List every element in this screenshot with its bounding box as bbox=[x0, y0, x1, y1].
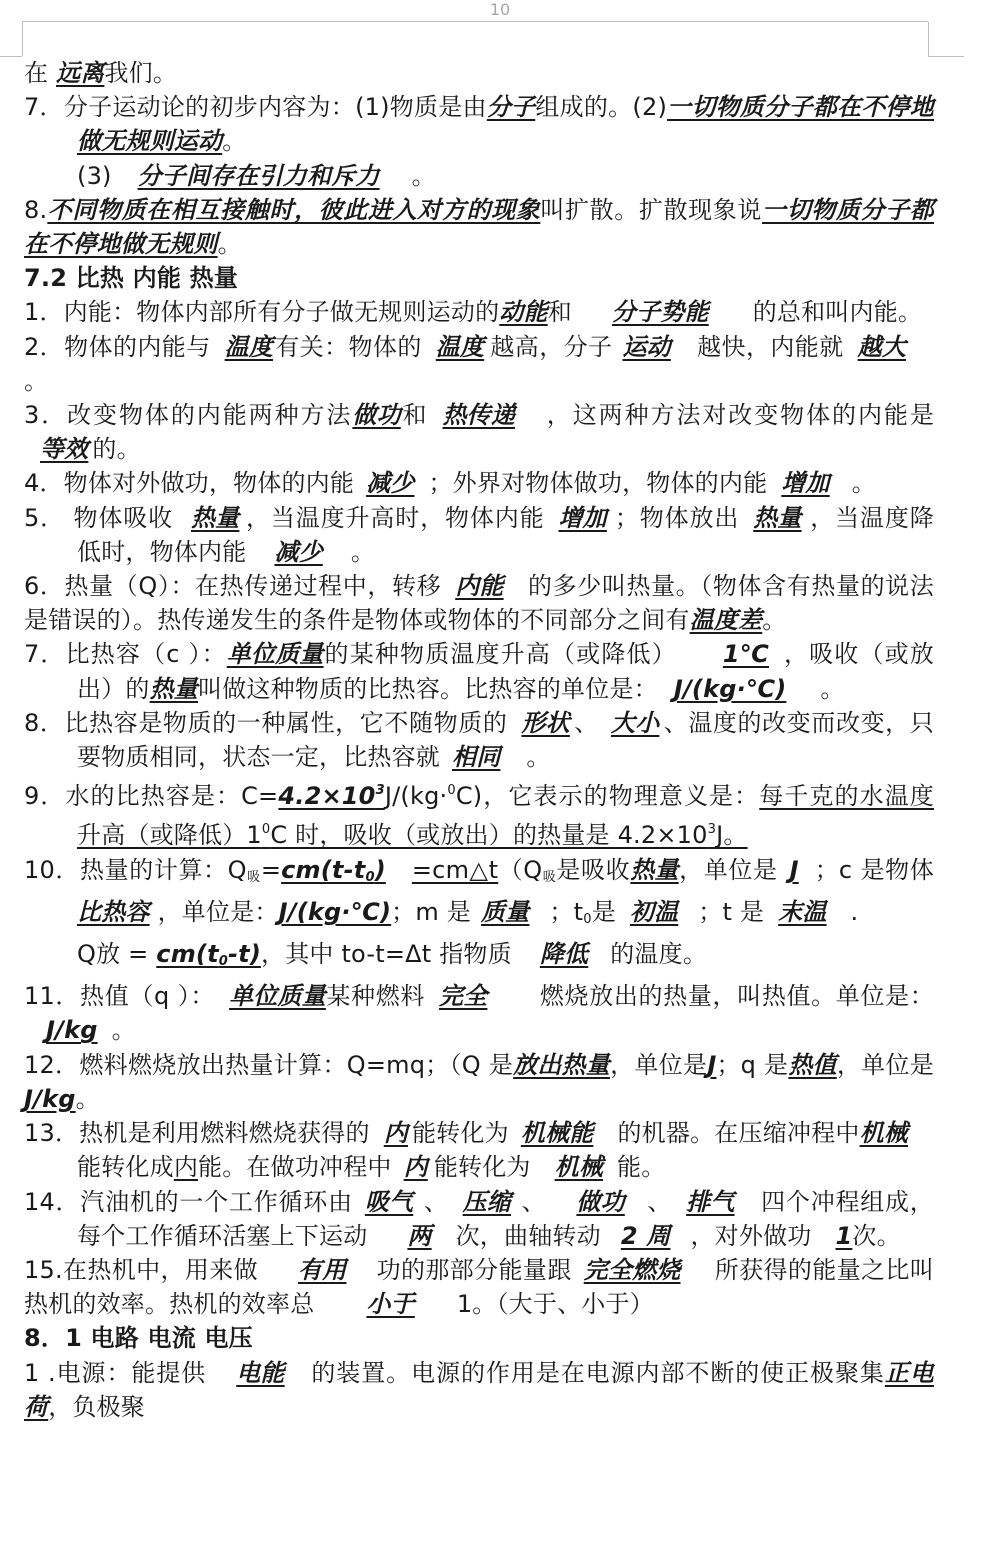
crop-mark-left bbox=[22, 22, 23, 56]
blank: J/kg bbox=[24, 1084, 76, 1113]
blank: 分子 bbox=[486, 93, 536, 122]
crop-mark-right bbox=[928, 22, 929, 56]
item-8-diffusion: 8.不同物质在相互接触时，彼此进入对方的现象叫扩散。扩散现象说一切物质分子都在不停地做无规则。 bbox=[24, 195, 934, 259]
blank: 完全 bbox=[439, 982, 488, 1011]
blank: 减少 bbox=[274, 537, 323, 566]
item-7-molecular-theory: 7．分子运动论的初步内容为：(1)物质是由分子组成的。(2)一切物质分子都在不停地做无规则运动。 bbox=[24, 90, 934, 158]
blank: 热量 bbox=[753, 503, 802, 532]
blank: 小于 bbox=[366, 1290, 415, 1319]
blank: $cm(t_0-t)$ bbox=[156, 940, 262, 970]
blank: 2 周 bbox=[620, 1221, 671, 1250]
blank: 电能 bbox=[236, 1358, 285, 1387]
blank: 一切物质分子都在不停地做无规则运动 bbox=[77, 93, 935, 156]
blank: 机械 bbox=[859, 1119, 908, 1148]
blank: 放出热量 bbox=[513, 1050, 610, 1079]
blank: 做功 bbox=[576, 1187, 625, 1216]
blank: 分子势能 bbox=[611, 298, 709, 327]
item-11-heat-value: 11．热值（q ）： 单位质量某种燃料 完全 燃烧放出的热量，叫热值。单位是：J/kg 。 bbox=[24, 979, 934, 1047]
blank: 做功 bbox=[352, 401, 401, 430]
blank: 越大 bbox=[857, 332, 907, 361]
blank: 质量 bbox=[480, 897, 530, 926]
blank: 热量 bbox=[630, 855, 679, 884]
blank: 热量 bbox=[190, 503, 240, 532]
blank: 1 bbox=[835, 1221, 853, 1250]
blank: 温度差 bbox=[689, 606, 763, 635]
item-1-power-source: 1 .电源：能提供 电能 的装置。电源的作用是在电源内部不断的使正极聚集正电荷，负极聚 bbox=[24, 1356, 934, 1424]
blank: 比热容 bbox=[77, 897, 150, 926]
blank: 一切物质分子都在不停地做无规则 bbox=[24, 195, 934, 259]
item-3-methods: 3．改变物体的内能两种方法做功和 热传递 ，这两种方法对改变物体的内能是等效 的。 bbox=[24, 398, 934, 466]
blank: $cm(t-t_0)$ bbox=[281, 855, 386, 885]
header-rule bbox=[22, 21, 928, 22]
blank: 机械能 bbox=[520, 1119, 594, 1148]
item-9-water: 9．水的比热容是：$C=4.2\times 10^3J/(kg\cdot^0C)$，它表示的物理意义是：每千克的水温度升高（或降低）$1^0C$ 时，吸收（或放出）的热量是 $4.2\times 10^3J$。 bbox=[24, 774, 934, 852]
blank: 正电荷 bbox=[24, 1358, 935, 1421]
blank: 大小 bbox=[610, 708, 660, 737]
blank: 不同物质在相互接触时，彼此进入对方的现象 bbox=[47, 195, 541, 224]
page-number: 10 bbox=[489, 0, 511, 19]
item-2-temperature: 2．物体的内能与 温度有关：物体的 温度 越高，分子 运动 越快，内能就 越大。 bbox=[24, 330, 934, 398]
blank: 吸气 bbox=[364, 1187, 414, 1216]
blank: 温度 bbox=[224, 332, 274, 361]
line-cont-distance: 在 远离我们。 bbox=[24, 56, 934, 90]
document-body bbox=[24, 56, 934, 1424]
item-5-heat: 5． 物体吸收 热量 ，当温度升高时，物体内能 增加 ；物体放出 热量 ，当温度降低时，物体内能 减少 。 bbox=[24, 501, 934, 569]
blank: 增加 bbox=[558, 503, 607, 532]
underlined-formula: =cm△t bbox=[411, 855, 499, 884]
item-13-heat-engine: 13．热机是利用燃料燃烧获得的 内 能转化为 机械能 的机器。在压缩冲程中机械能转化成内能。在做功冲程中 内 能转化为 机械 能。 bbox=[24, 1116, 934, 1184]
blank: 运动 bbox=[622, 332, 671, 361]
underlined-explanation: 每千克的水温度升高（或降低）$1^0C$ 时，吸收（或放出）的热量是 $4.2\times 10^3J$。 bbox=[77, 782, 934, 850]
blank: 相同 bbox=[452, 743, 501, 772]
item-7-sub-3: (3) 分子间存在引力和斥力 。 bbox=[24, 159, 934, 193]
blank: 完全燃烧 bbox=[583, 1255, 681, 1284]
item-10-heat-released: Q放 = $cm(t_0-t)$，其中 to-t=Δt 指物质 降低 的温度。 bbox=[24, 937, 934, 979]
blank: 形状 bbox=[521, 708, 570, 737]
section-heading-7-2: 7.2 比热 内能 热量 bbox=[24, 264, 238, 293]
blank: 热值 bbox=[788, 1050, 837, 1079]
blank: $4.2\times 10^3$ bbox=[278, 782, 385, 811]
blank: 初温 bbox=[629, 897, 679, 926]
item-15-efficiency: 15.在热机中，用来做 有用 功的那部分能量跟 完全燃烧 所获得的能量之比叫热机的效率。热机的效率总 小于 1。（大于、小于） bbox=[24, 1253, 934, 1321]
item-10-heat-calculation: 10．热量的计算：$Q_吸=cm(t-t_0)$ $=cm\triangle t(Q_吸$是吸收热量，单位是 J ；c 是物体比热容 ，单位是：J/(kg·℃)；m 是 质量 ；$t_0$是 初温 ；t 是 末温 . bbox=[24, 853, 934, 937]
blank: 减少 bbox=[366, 469, 415, 498]
blank: J/(kg·℃) bbox=[673, 674, 787, 703]
blank: 内能 bbox=[455, 572, 504, 601]
underlined-answer: 内 bbox=[173, 1153, 199, 1182]
blank: 排气 bbox=[686, 1187, 735, 1216]
blank: 热量 bbox=[149, 674, 199, 703]
blank: J/kg bbox=[46, 1016, 98, 1045]
item-1-internal-energy: 1．内能：物体内部所有分子做无规则运动的动能和 分子势能 的总和叫内能。 bbox=[24, 295, 934, 329]
item-6-quantity-of-heat: 6．热量（Q）：在热传递过程中，转移 内能 的多少叫热量。（物体含有热量的说法是错误的）。热传递发生的条件是物体或物体的不同部分之间有温度差。 bbox=[24, 569, 934, 637]
blank: 有用 bbox=[298, 1255, 347, 1284]
blank: 单位质量 bbox=[226, 640, 324, 669]
blank: 内 bbox=[403, 1153, 428, 1182]
blank: 压缩 bbox=[462, 1187, 512, 1216]
blank: J bbox=[707, 1050, 717, 1079]
blank: 两 bbox=[407, 1221, 432, 1250]
blank: 单位质量 bbox=[229, 982, 326, 1011]
blank: 1℃ bbox=[722, 640, 770, 669]
blank: 热传递 bbox=[442, 401, 516, 430]
blank: 增加 bbox=[781, 469, 830, 498]
section-heading-8-1: 8．1 电路 电流 电压 bbox=[24, 1324, 253, 1353]
blank: 远离 bbox=[56, 59, 105, 87]
item-8-property: 8．比热容是物质的一种属性，它不随物质的 形状 、 大小 、温度的改变而改变，只要物质相同，状态一定，比热容就 相同 。 bbox=[24, 706, 934, 774]
blank: 末温 bbox=[778, 897, 827, 926]
item-12-fuel-heat: 12．燃料燃烧放出热量计算：Q=mq；（Q 是放出热量，单位是J；q 是热值，单位是J/kg。 bbox=[24, 1048, 934, 1116]
blank: J bbox=[789, 855, 799, 884]
blank: 降低 bbox=[539, 940, 589, 969]
blank: 等效 bbox=[40, 435, 89, 464]
item-7-specific-heat: 7．比热容（c ）：单位质量的某种物质温度升高（或降低） 1℃ ，吸收（或放出）的热量叫做这种物质的比热容。比热容的单位是： J/(kg·℃) 。 bbox=[24, 637, 934, 705]
item-14-gasoline-engine: 14．汽油机的一个工作循环由 吸气 、 压缩 、 做功 、 排气 四个冲程组成，每个工作循环活塞上下运动 两 次，曲轴转动 2 周 ，对外做功 1次。 bbox=[24, 1185, 934, 1253]
blank: 动能 bbox=[499, 298, 548, 327]
blank: 分子间存在引力和斥力 bbox=[137, 161, 380, 190]
blank: J/(kg·℃) bbox=[278, 897, 392, 926]
item-4-work: 4．物体对外做功，物体的内能 减少 ；外界对物体做功，物体的内能 增加 。 bbox=[24, 466, 934, 500]
crop-mark-left-horizontal bbox=[0, 56, 22, 57]
blank: 温度 bbox=[435, 332, 485, 361]
blank: 内 bbox=[383, 1119, 408, 1148]
blank: 机械 bbox=[554, 1153, 604, 1182]
